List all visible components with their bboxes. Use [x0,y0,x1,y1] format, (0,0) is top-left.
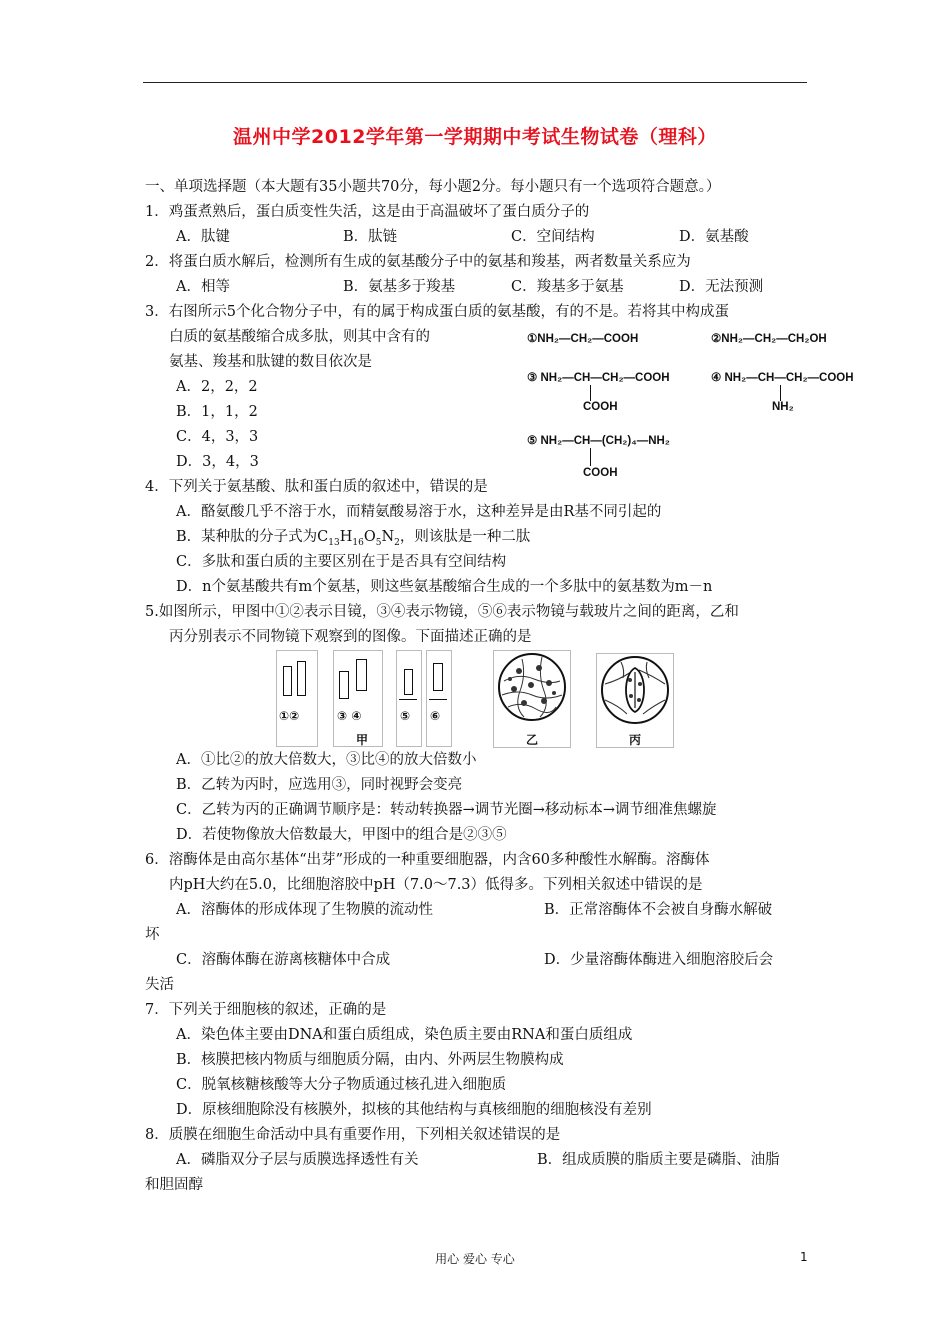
q6-option-b-line2: 坏 [145,927,160,943]
q2-option-b: B．氨基多于羧基 [343,279,456,295]
q1-option-c: C．空间结构 [511,229,595,245]
q8-stem: 8．质膜在细胞生命活动中具有重要作用，下列相关叙述错误的是 [145,1127,561,1143]
q4-stem: 4．下列关于氨基酸、肽和蛋白质的叙述中，错误的是 [145,479,488,495]
formula-1: ①NH₂—CH₂—COOH [527,333,639,345]
formula-2: ②NH₂—CH₂—CH₂OH [711,333,827,345]
formula-4: ④ NH₂—CH—CH₂—COOH [711,372,854,384]
formula-3-bond [590,385,591,401]
q6-option-d-line1: D．少量溶酶体酶进入细胞溶胶后会 [544,952,774,968]
figure-view-bing [596,653,674,748]
figure-distance-6 [426,650,452,747]
q6-option-b-line1: B．正常溶酶体不会被自身酶水解破 [544,902,773,918]
q6-stem-line1: 6．溶酶体是由高尔基体“出芽”形成的一种重要细胞器，内含60多种酸性水解酶。溶酶体 [145,852,710,868]
q6-option-c: C．溶酶体酶在游离核糖体中合成 [176,952,391,968]
figure-view-yi [493,650,571,748]
q6-option-a: A．溶酶体的形成体现了生物膜的流动性 [176,902,433,918]
q3-stem-line3: 氨基、羧基和肽键的数目依次是 [169,354,372,370]
q8-option-a: A．磷脂双分子层与质膜选择透性有关 [176,1152,419,1168]
figure-distance-5 [396,650,422,747]
q2-option-c: C．羧基多于氨基 [511,279,624,295]
formula-5-bond [590,448,591,466]
q5-option-d: D．若使物像放大倍数最大，甲图中的组合是②③⑤ [176,827,507,843]
q8-option-b-line2: 和胆固醇 [145,1177,203,1193]
q3-option-d: D．3，4，3 [176,454,259,470]
label-12: ①② [279,709,300,723]
label-5: ⑤ [400,709,411,723]
label-yi: 乙 [526,733,539,747]
formula-4-branch: NH₂ [772,401,794,413]
q2-option-d: D．无法预测 [679,279,764,295]
footer-text: 用心 爱心 专心 [435,1252,515,1266]
q1-option-a: A．肽键 [176,229,230,245]
label-34: ③ ④ [337,709,362,723]
q5-option-c: C．乙转为丙的正确调节顺序是：转动转换器→调节光圈→移动标本→调节细准焦螺旋 [176,802,717,818]
q2-option-a: A．相等 [176,279,230,295]
q3-option-a: A．2，2，2 [176,379,258,395]
formula-3: ③ NH₂—CH—CH₂—COOH [527,372,670,384]
formula-5: ⑤ NH₂—CH—(CH₂)₄—NH₂ [527,435,670,447]
figure-eyepieces [276,650,318,747]
section-heading: 一、单项选择题（本大题有35小题共70分，每小题2分。每小题只有一个选项符合题意。） [145,179,721,195]
q5-stem-line1: 5.如图所示，甲图中①②表示目镜，③④表示物镜，⑤⑥表示物镜与载玻片之间的距离，乙和 [145,604,739,620]
q5-option-b: B．乙转为丙时，应选用③，同时视野会变亮 [176,777,463,793]
q2-stem: 2．将蛋白质水解后，检测所有生成的氨基酸分子中的氨基和羧基，两者数量关系应为 [145,254,691,270]
q7-stem: 7．下列关于细胞核的叙述，正确的是 [145,1002,387,1018]
q7-option-c: C．脱氧核糖核酸等大分子物质通过核孔进入细胞质 [176,1077,507,1093]
header-rule [143,82,807,83]
q6-option-d-line2: 失活 [145,977,174,993]
q6-stem-line2: 内pH大约在5.0，比细胞溶胶中pH（7.0～7.3）低得多。下列相关叙述中错误的是 [169,877,703,893]
q7-option-d: D．原核细胞除没有核膜外，拟核的其他结构与真核细胞的细胞核没有差别 [176,1102,652,1118]
label-6: ⑥ [430,709,441,723]
q3-stem-line2: 白质的氨基酸缩合成多肽，则其中含有的 [169,329,430,345]
q4-option-b: B．某种肽的分子式为$C_{13}H_{16}O_5N_2$，则该肽是一种二肽 [176,529,531,548]
q3-option-b: B．1，1，2 [176,404,258,420]
formula-5-branch: COOH [583,467,618,479]
formula-3-branch: COOH [583,401,618,413]
q1-stem: 1．鸡蛋煮熟后，蛋白质变性失活，这是由于高温破坏了蛋白质分子的 [145,204,590,220]
q4-option-a: A．酪氨酸几乎不溶于水，而精氨酸易溶于水，这种差异是由R基不同引起的 [176,504,662,520]
q4-option-d: D．n个氨基酸共有m个氨基，则这些氨基酸缩合生成的一个多肽中的氨基数为m－n [176,579,713,595]
q8-option-b-line1: B．组成质膜的脂质主要是磷脂、油脂 [537,1152,780,1168]
q1-option-b: B．肽链 [343,229,398,245]
q4-option-c: C．多肽和蛋白质的主要区别在于是否具有空间结构 [176,554,507,570]
q5-option-a: A．①比②的放大倍数大，③比④的放大倍数小 [176,752,477,768]
q3-stem-line1: 3．右图所示5个化合物分子中，有的属于构成蛋白质的氨基酸，有的不是。若将其中构成蛋 [145,304,729,320]
q3-option-c: C．4，3，3 [176,429,259,445]
q1-option-d: D．氨基酸 [679,229,749,245]
q7-option-a: A．染色体主要由DNA和蛋白质组成，染色质主要由RNA和蛋白质组成 [176,1027,633,1043]
formula-4-bond [780,385,781,401]
label-bing: 丙 [629,733,642,747]
page-title: 温州中学2012学年第一学期期中考试生物试卷（理科） [233,126,717,148]
page-number: 1 [800,1250,808,1264]
q5-stem-line2: 丙分别表示不同物镜下观察到的图像。下面描述正确的是 [169,629,532,645]
label-jia: 甲 [356,733,369,747]
q7-option-b: B．核膜把核内物质与细胞质分隔，由内、外两层生物膜构成 [176,1052,564,1068]
